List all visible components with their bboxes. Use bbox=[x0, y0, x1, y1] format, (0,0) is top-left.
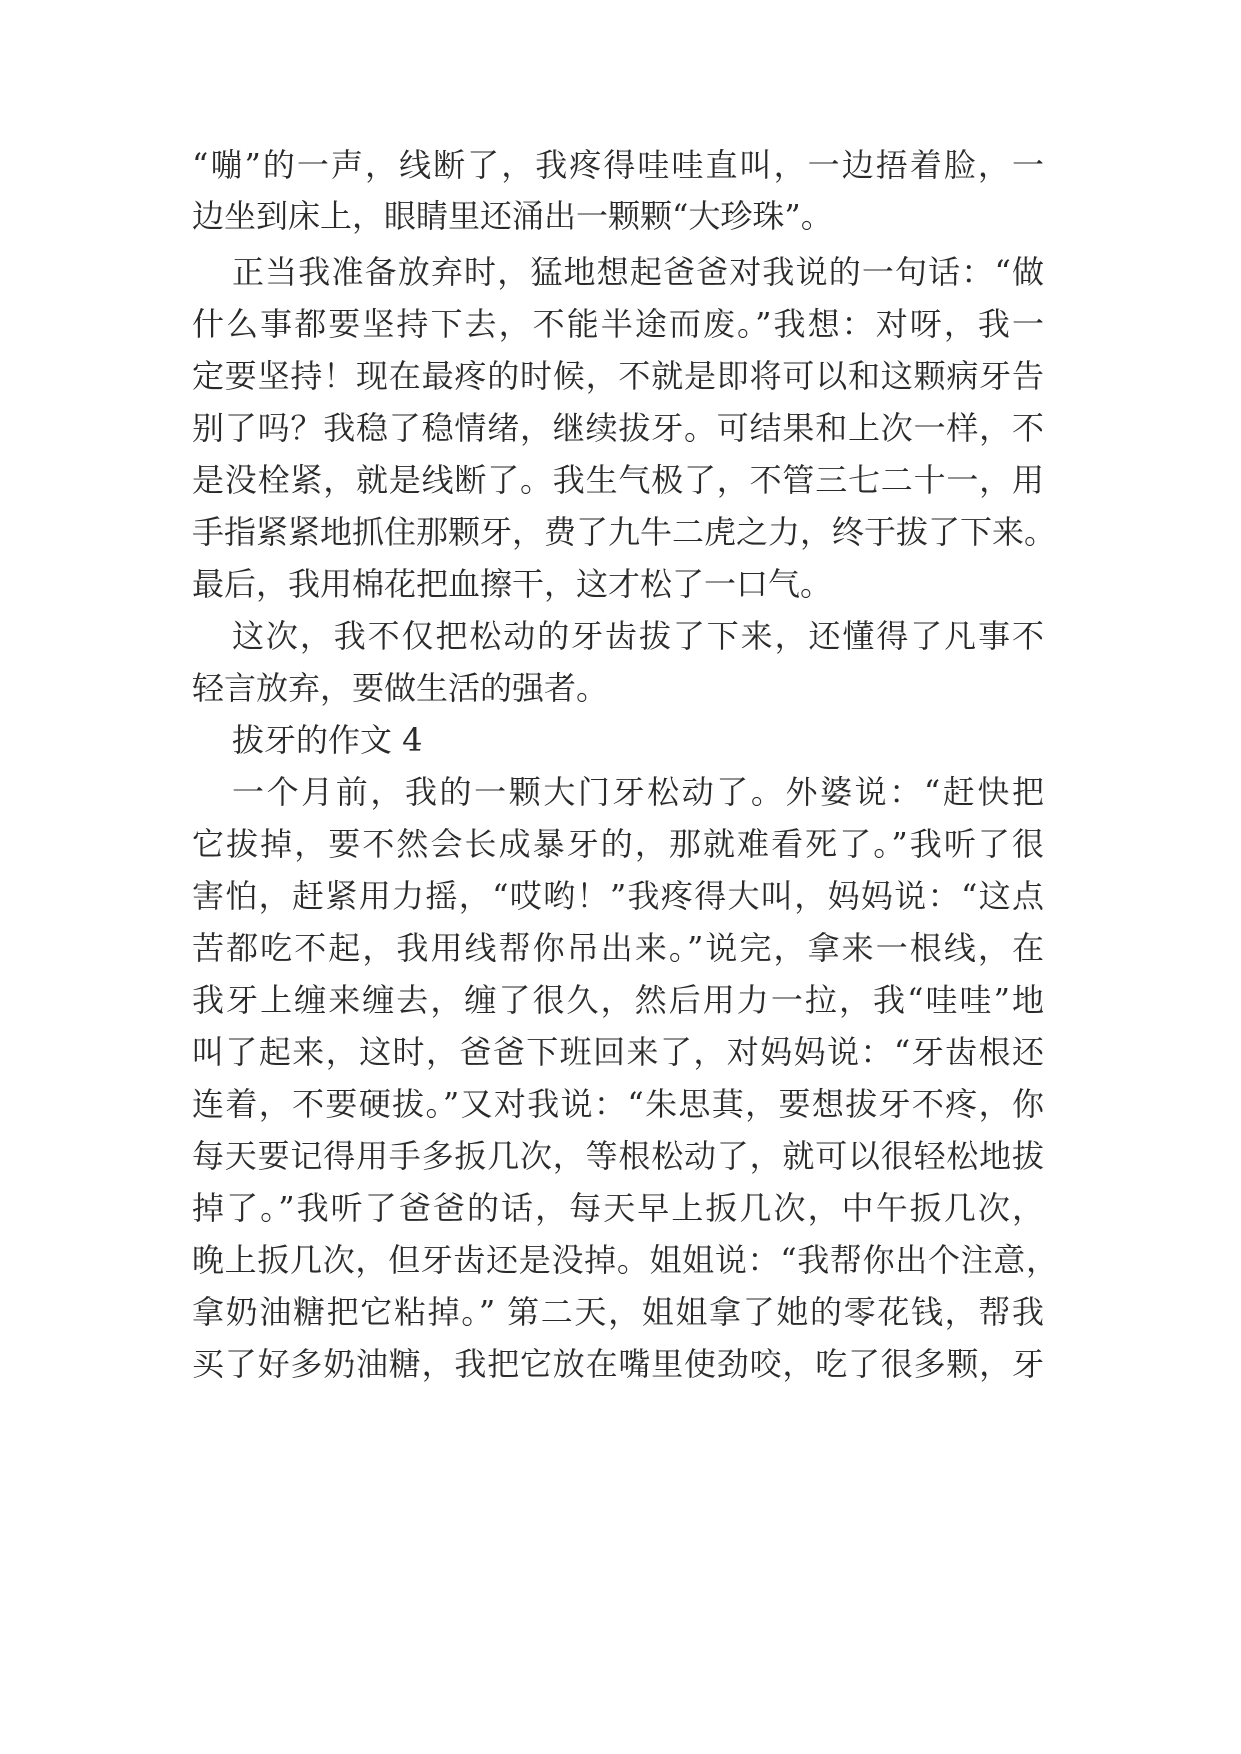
text-line: 连着，不要硬拔。”又对我说：“朱思萁，要想拔牙不疼，你 bbox=[192, 1085, 1044, 1123]
text-line: 别了吗？我稳了稳情绪，继续拔牙。可结果和上次一样，不 bbox=[192, 409, 1044, 447]
text-line: 什么事都要坚持下去，不能半途而废。”我想：对呀，我一 bbox=[192, 305, 1044, 343]
paragraph-first-line: 这次，我不仅把松动的牙齿拔了下来，还懂得了凡事不 bbox=[232, 617, 1044, 655]
text-line: 每天要记得用手多扳几次，等根松动了，就可以很轻松地拔 bbox=[192, 1137, 1044, 1175]
text-line: 买了好多奶油糖，我把它放在嘴里使劲咬，吃了很多颗，牙 bbox=[192, 1345, 1044, 1383]
text-line: 掉了。”我听了爸爸的话，每天早上扳几次，中午扳几次， bbox=[192, 1189, 1044, 1227]
text-line: 拿奶油糖把它粘掉。” 第二天，姐姐拿了她的零花钱，帮我 bbox=[192, 1293, 1044, 1331]
text-line: 我牙上缠来缠去，缠了很久，然后用力一拉，我“哇哇”地 bbox=[192, 981, 1044, 1019]
text-line: 它拔掉，要不然会长成暴牙的，那就难看死了。”我听了很 bbox=[192, 825, 1044, 863]
section-heading: 拔牙的作文 4 bbox=[232, 721, 423, 759]
text-line: 最后，我用棉花把血擦干，这才松了一口气。 bbox=[192, 565, 833, 603]
text-line: 手指紧紧地抓住那颗牙，费了九牛二虎之力，终于拔了下来。 bbox=[192, 513, 1057, 551]
text-line: 是没栓紧，就是线断了。我生气极了，不管三七二十一，用 bbox=[192, 461, 1044, 499]
text-line: 叫了起来，这时，爸爸下班回来了，对妈妈说：“牙齿根还 bbox=[192, 1033, 1044, 1071]
paragraph-first-line: 一个月前，我的一颗大门牙松动了。外婆说：“赶快把 bbox=[232, 773, 1044, 811]
text-line: 晚上扳几次，但牙齿还是没掉。姐姐说：“我帮你出个注意， bbox=[192, 1241, 1058, 1279]
text-line: 边坐到床上，眼睛里还涌出一颗颗“大珍珠”。 bbox=[192, 197, 833, 235]
text-line: 害怕，赶紧用力摇，“哎哟！”我疼得大叫，妈妈说：“这点 bbox=[192, 877, 1044, 915]
text-line: 苦都吃不起，我用线帮你吊出来。”说完，拿来一根线，在 bbox=[192, 929, 1044, 967]
text-line: 定要坚持！现在最疼的时候，不就是即将可以和这颗病牙告 bbox=[192, 357, 1044, 395]
text-line: “嘣”的一声，线断了，我疼得哇哇直叫，一边捂着脸，一 bbox=[192, 146, 1044, 184]
paragraph-first-line: 正当我准备放弃时，猛地想起爸爸对我说的一句话：“做 bbox=[232, 253, 1044, 291]
text-line: 轻言放弃，要做生活的强者。 bbox=[192, 669, 609, 707]
